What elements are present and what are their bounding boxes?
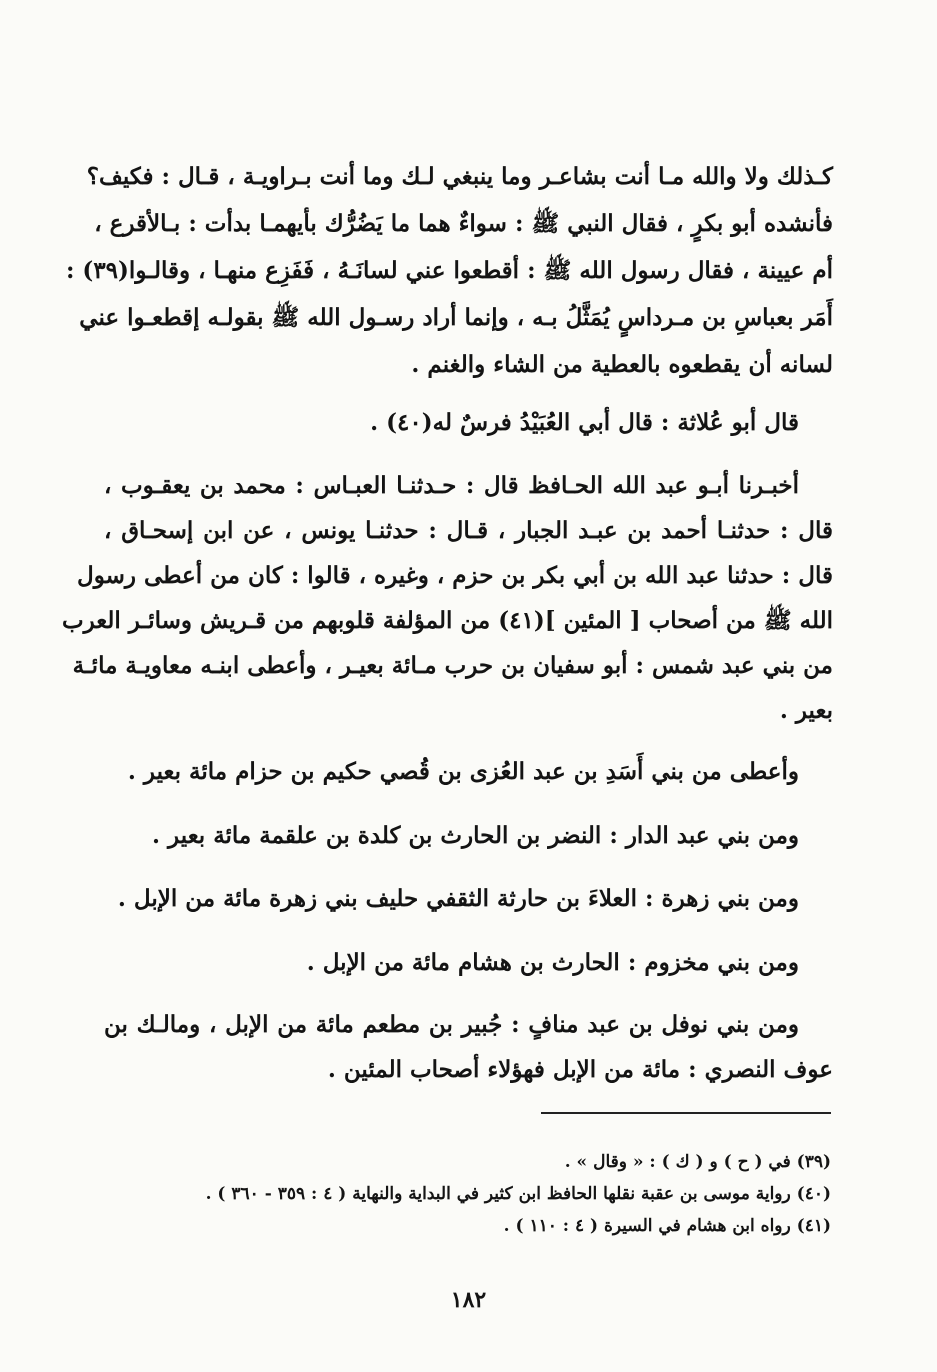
para2-line-4: الله ﷺ من أصحاب [ المئين ](٤١) من المؤلفة قلوبهم من قـريش وسائـر العرب [61,607,833,634]
body-line-2: فأنشده أبو بكرٍ ، فقال النبي ﷺ : سواءٌ هما ما يَضُرُّك بأيهمـا بدأت : بـالأقرع ، [94,210,833,237]
para2-line-1: أخبـرنا أبـو عبد الله الحـافظ قال : حـدثنـا العبـاس : محمد بن يعقـوب ، [104,472,799,499]
list-line-3: ومن بني زهرة : العلاءَ بن حارثة الثقفي حليف بني زهرة مائة من الإبل . [117,885,799,912]
list-line-4: ومن بني مخزوم : الحارث بن هشام مائة من الإبل . [306,949,799,976]
list-line-2: ومن بني عبد الدار : النضر بن الحارث بن كلدة بن علقمة مائة بعير . [152,822,799,849]
body-line-5: لسانه أن يقطعوه بالعطية من الشاء والغنم . [411,351,833,378]
body-line-1: كـذلك ولا والله مـا أنت بشاعـر وما ينبغي لـك وما أنت بـراويـة ، قـال : فكيف؟ [86,163,833,190]
last-line-2: عوف النصري : مائة من الإبل فهؤلاء أصحاب المئين . [327,1056,833,1083]
footnote-41: (٤١) رواه ابن هشام في السيرة ( ٤ : ١١٠ ) . [503,1216,831,1236]
para2-line-6: بعير . [779,697,833,724]
body-line-3: أم عيينة ، فقال رسول الله ﷺ : أقطعوا عني لسانَـهُ ، فَفَزِع منهـا ، وقالـوا(٣٩) : [65,257,833,284]
para2-line-3: قال : حدثنا عبد الله بن أبي بكر بن حزم ، وغيره ، قالوا : كان من أعطى رسول [76,562,833,589]
body-line-4: أَمَر بعباسِ بن مـرداسٍ يُمَثَّلُ بـه ، وإنما أراد رسـول الله ﷺ بقولـه إقطعـوا عني [79,304,833,331]
para2-line-2: قال : حدثنـا أحمد بن عبـد الجبار ، قـال : حدثنـا يونس ، عن ابن إسحـاق ، [104,517,833,544]
para2-line-5: من بني عبد شمس : أبو سفيان بن حرب مـائة بعيـر ، وأعطى ابنـه معاويـة مائـة [72,652,833,679]
footnote-separator [541,1112,831,1114]
last-line-1: ومن بني نوفل بن عبد منافٍ : جُبير بن مطعم مائة من الإبل ، ومالـك بن [104,1011,799,1038]
page-number: ١٨٢ [450,1287,487,1313]
list-line-1: وأعطى من بني أَسَدِ بن عبد العُزى بن قُصي حكيم بن حزام مائة بعير . [127,758,799,785]
footnote-39: (٣٩) في ( ح ) و ( ك ) : « وقال » . [564,1152,831,1172]
quote-line: قال أبو عُلاثة : قال أبي العُبَيْدُ فرسٌ له(٤٠) . [370,409,799,436]
footnote-40: (٤٠) رواية موسى بن عقبة نقلها الحافظ ابن كثير في البداية والنهاية ( ٤ : ٣٥٩ - ٣٦٠ ) . [205,1184,831,1204]
